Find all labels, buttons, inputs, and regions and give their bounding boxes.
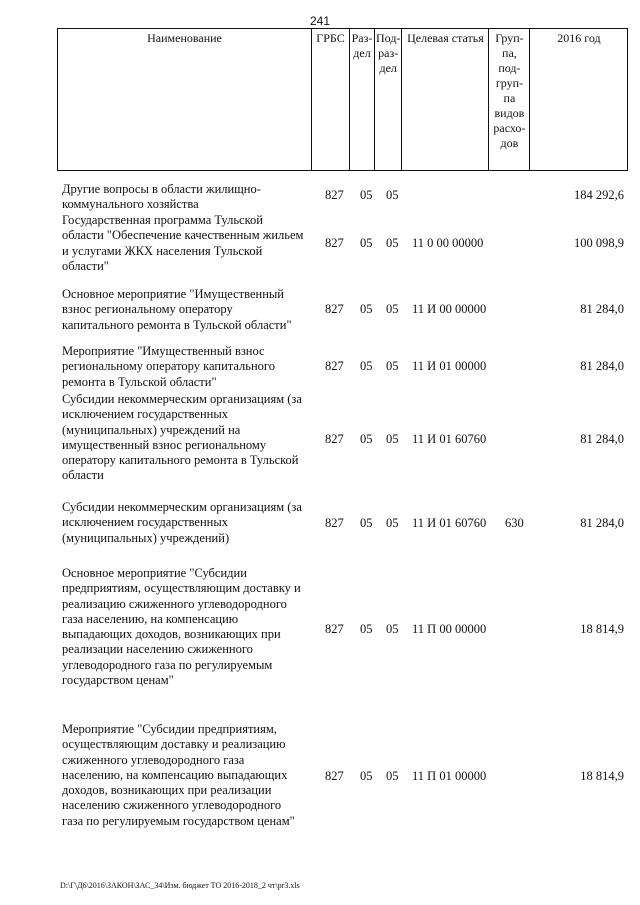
row-amount: 18 814,9 (580, 622, 624, 636)
row-name: Субсидии некоммерческим организациям (за исключением государственных (муниципальных) учреждений на имущественный взнос региональному оператору капитального ремонта в Тульской области (62, 392, 302, 483)
header-year-2016: 2016 год (530, 29, 628, 171)
row-target-article: 11 П 01 00000 (412, 769, 487, 783)
row-grbs: 827 (325, 622, 344, 636)
row-podrazdel: 05 (386, 516, 399, 530)
row-podrazdel: 05 (386, 188, 399, 202)
row-podrazdel: 05 (386, 432, 399, 446)
header-grbs: ГРБС (312, 29, 350, 171)
file-path-footer: D:\Г\Д6\2016\ЗАКОН\ЗАС_34\Изм. бюджет ТО 2016-2018_2 чт\pr3.xls (60, 881, 300, 890)
row-razdel: 05 (360, 516, 373, 530)
row-target-article: 11 0 00 00000 (412, 236, 484, 250)
row-razdel: 05 (360, 769, 373, 783)
row-target-article: 11 И 00 00000 (412, 302, 487, 316)
row-grbs: 827 (325, 236, 344, 250)
row-amount: 81 284,0 (580, 359, 624, 373)
row-podrazdel: 05 (386, 236, 399, 250)
row-podrazdel: 05 (386, 622, 399, 636)
row-amount: 81 284,0 (580, 302, 624, 316)
page-number: 241 (309, 14, 331, 28)
row-podrazdel: 05 (386, 359, 399, 373)
row-grbs: 827 (325, 302, 344, 316)
header-podrazdel: Под- раз- дел (375, 29, 402, 171)
row-target-article: 11 И 01 60760 (412, 516, 487, 530)
row-name: Мероприятие "Субсидии предприятиям, осуществляющим доставку и реализацию сжиженного углеводородного газа населению, на компенсацию выпадающих доходов, возникающих при реализации населению сжиженного углеводородного газа по регулируемым государством ценам" (62, 722, 295, 828)
row-name: Другие вопросы в области жилищно- коммунального хозяйства (62, 182, 261, 212)
row-grbs: 827 (325, 188, 344, 202)
row-name: Основное мероприятие "Субсидии предприятиям, осуществляющим доставку и реализацию сжиженного углеводородного газа населению, на компенсацию выпадающих доходов, возникающих при реализации населению сжиженного углеводородного газа по регулируемым государством ценам" (62, 566, 301, 688)
row-target-article: 11 И 01 60760 (412, 432, 487, 446)
row-podrazdel: 05 (386, 302, 399, 316)
row-amount: 100 098,9 (574, 236, 624, 250)
row-grbs: 827 (325, 432, 344, 446)
row-amount: 18 814,9 (580, 769, 624, 783)
header-expense-group: Груп- па, под- груп- па видов расхо- дов (489, 29, 530, 171)
row-name: Мероприятие "Имущественный взнос региональному оператору капитального ремонта в Тульской области" (62, 344, 275, 389)
row-razdel: 05 (360, 236, 373, 250)
row-name: Государственная программа Тульской области "Обеспечение качественным жильем и услугами ЖКХ населения Тульской области" (62, 213, 304, 273)
row-razdel: 05 (360, 302, 373, 316)
header-target-article: Целевая статья (402, 29, 489, 171)
header-razdel: Раз- дел (350, 29, 375, 171)
row-amount: 184 292,6 (574, 188, 624, 202)
row-razdel: 05 (360, 188, 373, 202)
row-razdel: 05 (360, 622, 373, 636)
row-amount: 81 284,0 (580, 516, 624, 530)
row-grbs: 827 (325, 359, 344, 373)
row-expense-group: 630 (505, 516, 524, 530)
row-podrazdel: 05 (386, 769, 399, 783)
row-grbs: 827 (325, 516, 344, 530)
header-name: Наименование (58, 29, 312, 171)
table-header (57, 28, 628, 171)
row-target-article: 11 П 00 00000 (412, 622, 487, 636)
row-amount: 81 284,0 (580, 432, 624, 446)
row-target-article: 11 И 01 00000 (412, 359, 487, 373)
row-razdel: 05 (360, 359, 373, 373)
row-grbs: 827 (325, 769, 344, 783)
row-razdel: 05 (360, 432, 373, 446)
row-name: Субсидии некоммерческим организациям (за исключением государственных (муниципальных) учреждений) (62, 500, 302, 545)
row-name: Основное мероприятие "Имущественный взнос региональному оператору капитального ремонта в Тульской области" (62, 287, 292, 332)
